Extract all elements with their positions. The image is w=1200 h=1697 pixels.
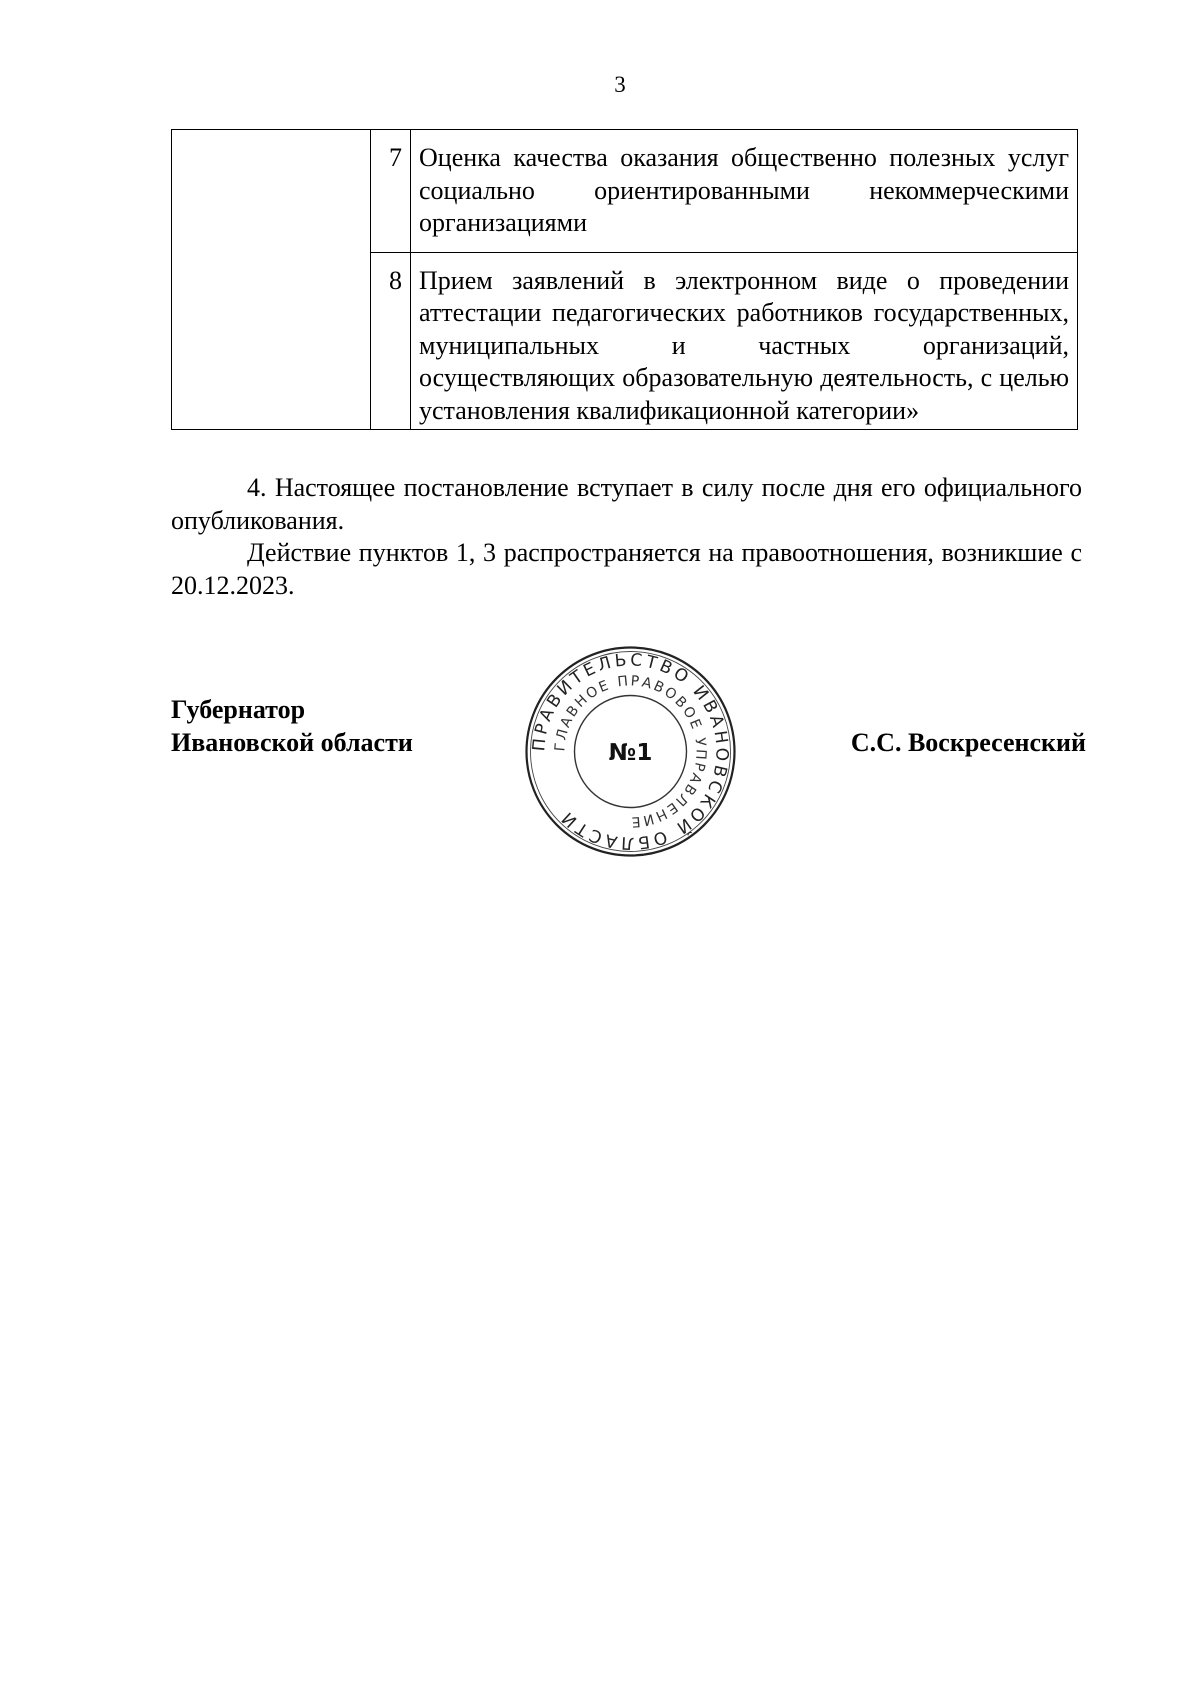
seal-number: №1 — [608, 740, 653, 766]
page-number: 3 — [614, 72, 626, 97]
row-number: 8 — [371, 252, 411, 430]
paragraph-effective-date: 4. Настоящее постановление вступает в силу после дня его официального опубликования. — [171, 473, 1082, 535]
paragraph-retroactive: Действие пунктов 1, 3 распространяется на правоотношения, возникшие с 20.12.2023. — [171, 538, 1082, 600]
signatory-name: С.С. Воскресенский — [850, 728, 1086, 757]
table-empty-cell — [172, 130, 371, 430]
row-number: 7 — [371, 130, 411, 253]
row-text: Оценка качества оказания общественно полезных услуг социально ориентированными некоммерческими организациями — [411, 130, 1078, 253]
seal-inner-text: ГЛАВНОЕ ПРАВОВОЕ УПРАВЛЕНИЕ — [552, 673, 709, 830]
table-row — [172, 130, 1078, 253]
services-table — [171, 129, 1078, 430]
seal-outer-text: ПРАВИТЕЛЬСТВО ИВАНОВСКОЙ ОБЛАСТИ — [529, 650, 732, 853]
signatory-title-line1: Губернатор — [171, 695, 306, 724]
signatory-title — [171, 693, 413, 759]
signatory-title-line2: Ивановской области — [171, 728, 413, 757]
row-text: Прием заявлений в электронном виде о проведении аттестации педагогических работников государственных, муниципальных и частных организаций, осуществляющих образовательную деятельность, с целью установления квалификационной категории» — [411, 252, 1078, 430]
official-seal-stamp — [524, 645, 737, 858]
